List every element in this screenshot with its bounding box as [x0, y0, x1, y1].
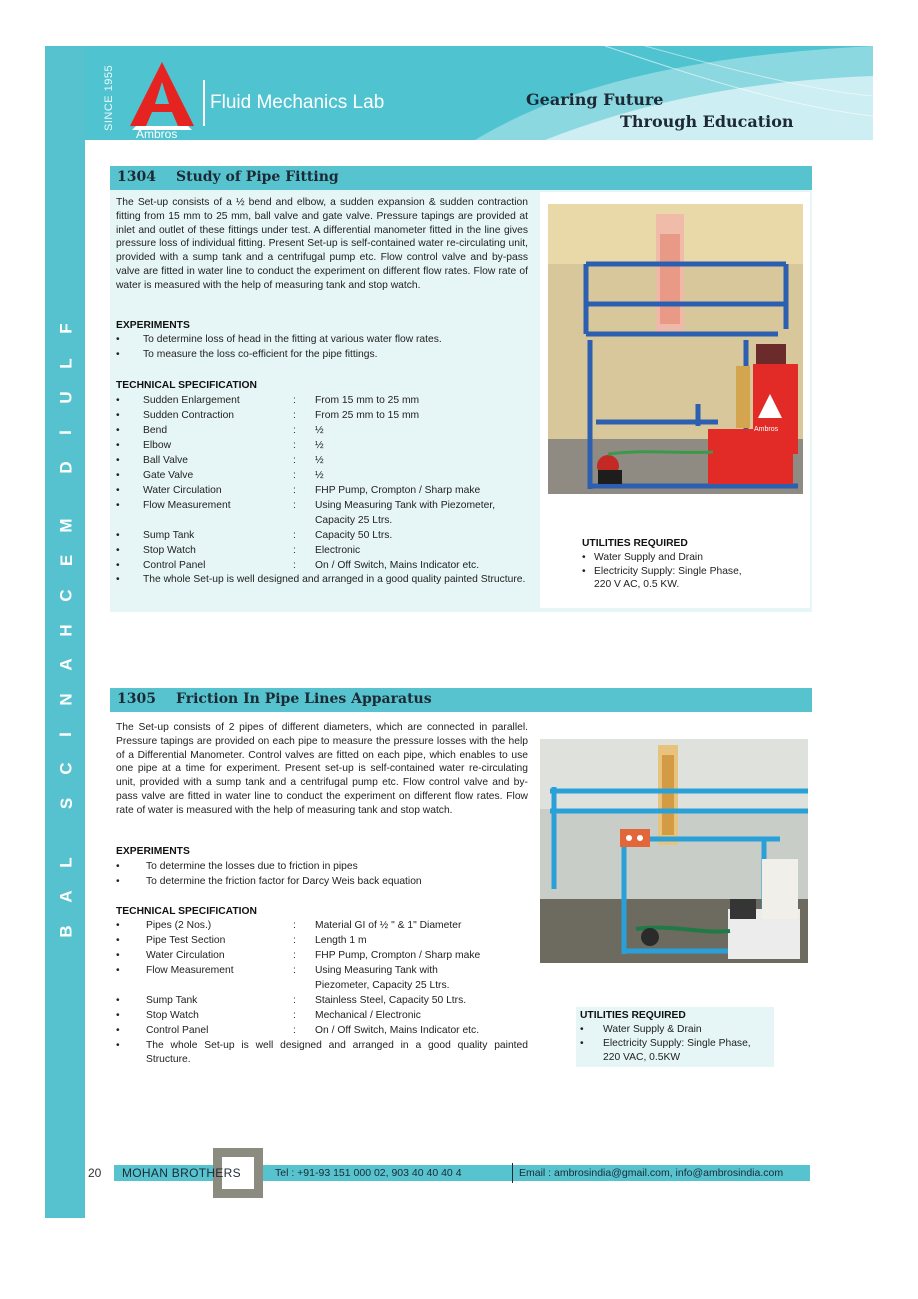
spec-label: Flow Measurement	[143, 500, 231, 511]
section-title: Study of Pipe Fitting	[176, 169, 339, 185]
experiment-item: To measure the loss co-efficient for the pipe fittings.	[143, 349, 378, 360]
bullet: •	[116, 545, 120, 556]
spec-value: ½	[315, 425, 324, 436]
spec-colon: :	[293, 530, 296, 541]
spec-label: Bend	[143, 425, 168, 436]
bullet: •	[116, 440, 120, 451]
spec-label: Elbow	[143, 440, 172, 451]
spec-value: FHP Pump, Crompton / Sharp make	[315, 485, 481, 496]
spec-colon: :	[293, 1010, 296, 1021]
sidebar-letter: A	[56, 890, 76, 903]
section-number: 1304	[117, 169, 156, 185]
sidebar-letter: I	[56, 430, 76, 436]
bullet: •	[116, 349, 120, 360]
bullet: •	[116, 485, 120, 496]
spec-value: Mechanical / Electronic	[315, 1010, 421, 1021]
spec-colon: :	[293, 440, 296, 451]
spec-colon: :	[293, 395, 296, 406]
closing-text: The whole Set-up is well designed and arranged in a good quality painted Structure.	[143, 574, 526, 585]
experiments-heading: EXPERIMENTS	[116, 846, 190, 857]
section-1304-description: The Set-up consists of a ½ bend and elbow, a sudden expansion & sudden contraction fitting from 15 mm to 25 mm, ball valve and gate valve. Pressure tapings are provided at inlet and outlet of these fittings under test. A differential manometer fitted in the line gives pressure loss of individual fitting. Present Set-up is self-contained water re-circulating unit, provided with a sump tank and a centrifugal pump etc. Flow control valve and by-pass valve are fitted in water line to conduct the experiment on different flow rates. Flow rate of water is measured with the help of measuring tank and stop watch.	[116, 197, 528, 291]
bullet: •	[116, 395, 120, 406]
tagline-line1: Gearing Future	[526, 90, 664, 109]
spec-colon: :	[293, 485, 296, 496]
spec-label: Gate Valve	[143, 470, 194, 481]
utility-item-cont: 220 VAC, 0.5KW	[603, 1052, 681, 1063]
spec-label: Water Circulation	[143, 485, 222, 496]
spec-label: Sump Tank	[143, 530, 195, 541]
photo-brand-text: Ambros	[754, 426, 779, 433]
spec-value: Electronic	[315, 545, 361, 556]
spec-value: From 15 mm to 25 mm	[315, 395, 420, 406]
spec-value: Stainless Steel, Capacity 50 Ltrs.	[315, 995, 467, 1006]
spec-label: Pipes (2 Nos.)	[146, 920, 212, 931]
sidebar-letter: H	[56, 623, 76, 637]
bullet: •	[116, 861, 120, 872]
spec-value: From 25 mm to 15 mm	[315, 410, 420, 421]
friction-pipe-apparatus-photo	[540, 739, 808, 963]
sidebar-letter: I	[56, 731, 76, 737]
spec-colon: :	[293, 1025, 296, 1036]
sidebar-vertical-title	[46, 320, 86, 940]
experiment-item: To determine the losses due to friction in pipes	[146, 861, 358, 872]
bullet: •	[116, 1040, 120, 1051]
spec-value: ½	[315, 455, 324, 466]
sidebar-letter: L	[56, 856, 76, 868]
spec-colon: :	[293, 410, 296, 421]
bullet: •	[116, 876, 120, 887]
utility-item: Electricity Supply: Single Phase,	[603, 1038, 751, 1049]
bullet: •	[116, 334, 120, 345]
footer-divider	[512, 1163, 513, 1183]
sidebar-letter: U	[56, 391, 76, 405]
section-1305-title-bar	[110, 688, 812, 712]
spec-colon: :	[293, 470, 296, 481]
spec-label: Control Panel	[143, 560, 206, 571]
bullet: •	[116, 965, 120, 976]
footer-telephone: Tel : +91-93 151 000 02, 903 40 40 40 4	[275, 1167, 462, 1179]
sidebar-letter: D	[56, 461, 76, 474]
bullet: •	[116, 995, 120, 1006]
bullet: •	[580, 1024, 584, 1035]
experiments-heading: EXPERIMENTS	[116, 320, 190, 331]
bullet: •	[582, 552, 586, 563]
footer-company: MOHAN BROTHERS	[122, 1166, 241, 1180]
closing-text: The whole Set-up is well designed and arranged in a good quality painted Structure.	[146, 1040, 528, 1065]
footer-email: Email : ambrosindia@gmail.com, info@ambrosindia.com	[519, 1167, 784, 1179]
sidebar-letter: N	[56, 693, 76, 706]
spec-value: Capacity 50 Ltrs.	[315, 530, 393, 541]
spec-colon: :	[293, 545, 296, 556]
bullet: •	[116, 920, 120, 931]
sidebar-letter: S	[56, 797, 76, 810]
bullet: •	[116, 500, 120, 511]
spec-value: On / Off Switch, Mains Indicator etc.	[315, 560, 480, 571]
spec-label: Pipe Test Section	[146, 935, 226, 946]
spec-heading: TECHNICAL SPECIFICATION	[116, 906, 257, 917]
sidebar-letter: E	[56, 554, 76, 567]
spec-colon: :	[293, 500, 296, 511]
bullet: •	[116, 574, 120, 585]
sidebar-letter: B	[56, 925, 76, 938]
bullet: •	[116, 1025, 120, 1036]
bullet: •	[116, 1010, 120, 1021]
utility-item: Electricity Supply: Single Phase,	[594, 566, 742, 577]
spec-colon: :	[293, 455, 296, 466]
spec-colon: :	[293, 425, 296, 436]
utilities-heading: UTILITIES REQUIRED	[580, 1010, 686, 1021]
experiment-item: To determine loss of head in the fitting at various water flow rates.	[143, 334, 442, 345]
sidebar-letter: M	[56, 518, 76, 533]
bullet: •	[116, 425, 120, 436]
experiment-item: To determine the friction factor for Darcy Weis back equation	[146, 876, 422, 887]
spec-label: Ball Valve	[143, 455, 189, 466]
spec-colon: :	[293, 950, 296, 961]
lab-title: Fluid Mechanics Lab	[210, 92, 385, 113]
spec-label: Sump Tank	[146, 995, 198, 1006]
spec-value: ½	[315, 440, 324, 451]
spec-value: Using Measuring Tank with	[315, 965, 438, 976]
bullet: •	[116, 950, 120, 961]
section-title: Friction In Pipe Lines Apparatus	[176, 691, 432, 707]
bullet: •	[116, 470, 120, 481]
bullet: •	[582, 566, 586, 577]
since-label: SINCE 1955	[103, 64, 115, 132]
spec-value: Length 1 m	[315, 935, 367, 946]
bullet: •	[116, 560, 120, 571]
bullet: •	[116, 530, 120, 541]
utility-item: Water Supply & Drain	[603, 1024, 702, 1035]
bullet: •	[116, 935, 120, 946]
sidebar-letter: C	[56, 589, 76, 602]
bullet: •	[580, 1038, 584, 1049]
utility-item: Water Supply and Drain	[594, 552, 703, 563]
spec-value: ½	[315, 470, 324, 481]
spec-label: Stop Watch	[143, 545, 196, 556]
sidebar-letter: A	[56, 658, 76, 671]
spec-value: On / Off Switch, Mains Indicator etc.	[315, 1025, 480, 1036]
section-1304-title-bar	[110, 166, 812, 190]
spec-value: Using Measuring Tank with Piezometer,	[315, 500, 496, 511]
section-number: 1305	[117, 691, 156, 707]
bullet: •	[116, 455, 120, 466]
bullet: •	[116, 410, 120, 421]
spec-colon: :	[293, 920, 296, 931]
spec-value: Material GI of ½ " & 1" Diameter	[315, 920, 462, 931]
utility-item-cont: 220 V AC, 0.5 KW.	[594, 579, 680, 590]
page-number: 20	[88, 1166, 102, 1180]
spec-colon: :	[293, 965, 296, 976]
spec-heading: TECHNICAL SPECIFICATION	[116, 380, 257, 391]
spec-value-cont: Piezometer, Capacity 25 Ltrs.	[315, 980, 450, 991]
spec-label: Sudden Contraction	[143, 410, 235, 421]
spec-label: Control Panel	[146, 1025, 209, 1036]
logo-divider	[203, 80, 205, 126]
spec-colon: :	[293, 995, 296, 1006]
logo-brand-text: Ambros	[136, 127, 178, 141]
spec-label: Flow Measurement	[146, 965, 234, 976]
utilities-heading: UTILITIES REQUIRED	[582, 538, 688, 549]
spec-colon: :	[293, 935, 296, 946]
sidebar-letter: C	[56, 762, 76, 776]
pipe-fitting-apparatus-photo	[548, 204, 803, 494]
section-1305-description: The Set-up consists of 2 pipes of different diameters, which are connected in parallel. Pressure tapings are provided on each pipe to measure the pressure losses with the help of a Differential Manometer. Control valves are fitted on each pipe, which enables to use one pipe at a time for experiment. Present set-up is self-contained water re-circulating unit, provided with a sump tank and a centrifugal pump etc. Flow control valve and by-pass valve are fitted in water line to conduct the experiment on different flow rates. Flow rate of water is measured with the help of measuring tank and stop watch.	[116, 722, 528, 816]
spec-label: Sudden Enlargement	[143, 395, 240, 406]
sidebar-letter: F	[56, 323, 76, 334]
spec-colon: :	[293, 560, 296, 571]
spec-label: Stop Watch	[146, 1010, 199, 1021]
spec-value: FHP Pump, Crompton / Sharp make	[315, 950, 481, 961]
tagline-line2: Through Education	[620, 112, 794, 131]
spec-value-cont: Capacity 25 Ltrs.	[315, 515, 393, 526]
sidebar-letter: L	[56, 358, 76, 369]
spec-label: Water Circulation	[146, 950, 225, 961]
